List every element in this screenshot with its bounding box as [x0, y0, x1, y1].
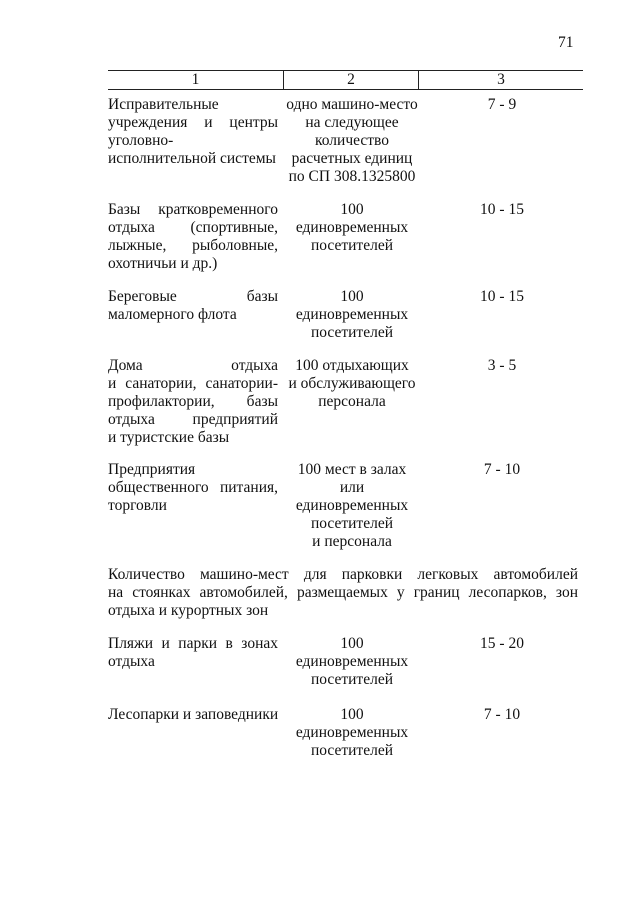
object-name: Предприятия общественного питания, торговли: [108, 461, 278, 514]
parking-value: 10 - 15: [480, 201, 524, 218]
calculation-unit: 100 единовременных посетителей: [295, 706, 409, 759]
calculation-unit: 100 единовременных посетителей: [295, 201, 409, 254]
object-name: Дома отдыха и санатории, санатории- профилактории, базы отдыха предприятий и туристские базы: [108, 357, 278, 446]
column-header-2: 2: [284, 71, 419, 89]
calculation-unit: 100 отдыхающих и обслуживающего персонала: [288, 357, 416, 410]
object-name: Береговые базы маломерного флота: [108, 288, 278, 323]
parking-value: 3 - 5: [487, 357, 517, 374]
column-header-3: 3: [497, 71, 505, 88]
parking-value: 7 - 9: [487, 96, 517, 113]
object-name: Исправительные учреждения и центры уголовно- исполнительной системы: [108, 96, 278, 167]
parking-value: 15 - 20: [480, 635, 524, 652]
table-header: [108, 70, 583, 90]
calculation-unit: 100 мест в залах или единовременных посетителей и персонала: [295, 461, 409, 550]
column-header-1: 1: [108, 71, 284, 89]
object-name: Пляжи и парки в зонах отдыха: [108, 635, 278, 670]
calculation-unit: 100 единовременных посетителей: [295, 635, 409, 688]
section-heading: Количество машино-мест для парковки легковых автомобилей на стоянках автомобилей, размещаемых у границ лесопарков, зон отдыха и курортных зон: [108, 566, 578, 619]
parking-value: 7 - 10: [483, 706, 521, 723]
parking-value: 10 - 15: [480, 288, 524, 305]
object-name: Базы кратковременного отдыха (спортивные, лыжные, рыболовные, охотничьи и др.): [108, 201, 278, 272]
calculation-unit: одно машино-место на следующее количество расчетных единиц по СП 308.1325800: [286, 96, 418, 185]
page-number: 71: [558, 34, 574, 51]
parking-value: 7 - 10: [483, 461, 521, 478]
object-name: Лесопарки и заповедники: [108, 706, 279, 723]
calculation-unit: 100 единовременных посетителей: [295, 288, 409, 341]
